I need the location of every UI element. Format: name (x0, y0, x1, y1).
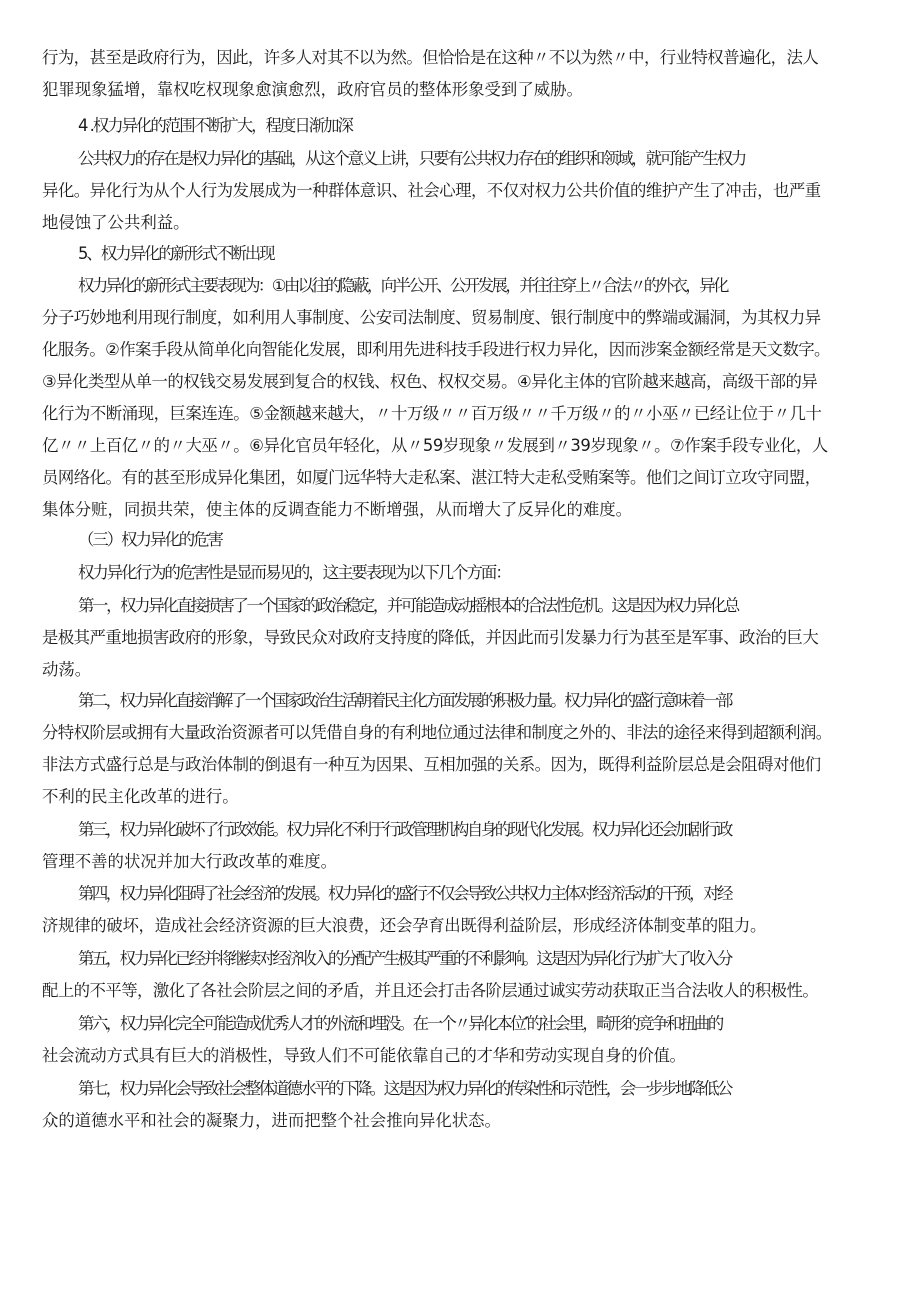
paragraph-continuation (42, 48, 882, 100)
text-line: 第七，权力异化会导致社会整体道德水平的下降。这是因为权力异化的传染性和示范性，会一步步地降低公 (78, 1079, 731, 1098)
heading-4 (78, 116, 918, 136)
heading-text: 5、权力异化的新形式不断出现 (78, 244, 274, 263)
text-line: 公共权力的存在是权力异化的基础，从这个意义上讲，只要有公共权力存在的组织和领域，就可能产生权力 (78, 149, 745, 168)
text-line: 动荡。 (42, 660, 92, 679)
paragraph-fifth (42, 949, 882, 1001)
text-line: 地侵蚀了公共利益。 (42, 213, 190, 232)
paragraph-fourth (42, 884, 882, 936)
text-line: 济规律的破坏，造成社会经济资源的巨大浪费，还会孕育出既得利益阶层，形成经济体制变革的阻力。 (42, 916, 767, 935)
text-line: 第六，权力异化完全可能造成优秀人才的外流和埋没。在一个〃异化本位′′的社会里，畸形的竞争和扭曲的 (78, 1014, 722, 1033)
text-line: 是极其严重地损害政府的形象，导致民众对政府支持度的降低，并因此而引发暴力行为甚至是军事、政治的巨大 (42, 628, 819, 647)
text-line: 集体分赃，同损共荣，使主体的反调查能力不断增强，从而增大了反异化的难度。 (42, 500, 633, 519)
text-line: 不利的民主化改革的进行。 (42, 787, 239, 806)
text-line: 异化。异化行为从个人行为发展成为一种群体意识、社会心理，不仅对权力公共价值的维护产生了冲击，也严重 (42, 181, 821, 200)
text-line: 化行为不断涌现，巨案连连。⑤金额越来越大，〃十万级〃〃百万级〃〃千万级〃的〃小巫〃已经让位于〃几十 (42, 404, 822, 423)
text-line: ③异化类型从单一的权钱交易发展到复合的权钱、权色、权权交易。④异化主体的官阶越来越高，高级干部的异 (42, 372, 818, 391)
text-line: 员网络化。有的甚至形成异化集团，如厦门远华特大走私案、湛江特大走私受贿案等。他们之间订立攻守同盟， (42, 468, 821, 487)
text-line: 分子巧妙地利用现行制度，如利用人事制度、公安司法制度、贸易制度、银行制度中的弊端或漏洞，为其权力异 (42, 308, 821, 327)
text-line: 社会流动方式具有巨大的消极性，导致人们不可能依靠自己的才华和劳动实现自身的价值。 (42, 1046, 686, 1065)
text-line: 化服务。②作案手段从简单化向智能化发展，即利用先进科技手段进行权力异化，因而涉案金额经常是天文数字。 (42, 340, 830, 359)
heading-5 (78, 244, 918, 264)
paragraph-new-forms (42, 276, 882, 520)
text-line: 第二，权力异化直接消解了一个国家政治生活朝着民主化方面发展的积极力量。权力异化的盛行意味着一部 (78, 691, 731, 710)
heading-text: 4 .权力异化的范围不断扩大，程度日渐加深 (78, 116, 352, 135)
paragraph-intro (42, 563, 882, 583)
text-line: 管理不善的状况并加大行政改革的难度。 (42, 852, 338, 871)
heading-text: （三）权力异化的危害 (78, 530, 222, 549)
paragraph-seventh (42, 1079, 882, 1131)
paragraph-third (42, 820, 882, 872)
text-line: 第四，权力异化阻碍了社会经济的发展。权力异化的盛行不仅会导致公共权力主体对经济活动的干预，对经 (78, 884, 731, 903)
paragraph-scope (42, 149, 882, 233)
text-line: 非法方式盛行总是与政治体制的倒退有一种互为因果、互相加强的关系。因为，既得利益阶层总是会阻碍对他们 (42, 755, 821, 774)
text-line: 权力异化行为的危害性是显而易见的，这主要表现为以下几个方面： (78, 563, 510, 582)
paragraph-second (42, 691, 882, 807)
text-line: 众的道德水平和社会的凝聚力，进而把整个社会推向异化状态。 (42, 1111, 501, 1130)
paragraph-sixth (42, 1014, 882, 1066)
text-line: 权力异化的新形式主要表现为：①由以往的隐蔽，向半公开、公开发展，并往往穿上〃合法〃的外衣，异化 (78, 276, 727, 295)
text-line: 配上的不平等，激化了各社会阶层之间的矛盾，并且还会打击各阶层通过诚实劳动获取正当合法收人的积极性。 (42, 981, 819, 1000)
text-line: 第三，权力异化破坏了行政效能。权力异化不利于行政管理机构自身的现代化发展。权力异化还会加剧行政 (78, 820, 731, 839)
paragraph-first (42, 596, 882, 680)
text-line: 行为，甚至是政府行为，因此，许多人对其不以为然。但恰恰是在这种〃不以为然〃中，行业特权普遍化，法人 (42, 48, 819, 67)
text-line: 第一，权力异化直接损害了一个国家的政治稳定，并可能造成动摇根本的合法性危机。这是因为权力异化总 (78, 596, 738, 615)
text-line: 分特权阶层或拥有大量政治资源者可以凭借自身的有利地位通过法律和制度之外的、非法的途径来得到超额利润。 (42, 723, 832, 742)
text-line: 犯罪现象猛增，靠权吃权现象愈演愈烈，政府官员的整体形象受到了威胁。 (42, 80, 583, 99)
heading-section-3 (78, 530, 918, 550)
text-line: 亿〃〃上百亿〃的〃大巫〃。⑥异化官员年轻化，从〃59岁现象〃发展到〃39岁现象〃。⑦作案手段专业化，人 (42, 436, 828, 455)
text-line: 第五，权力异化已经并将继续对经济收入的分配产生极其严重的不利影响。这是因为异化行为扩大了收入分 (78, 949, 731, 968)
